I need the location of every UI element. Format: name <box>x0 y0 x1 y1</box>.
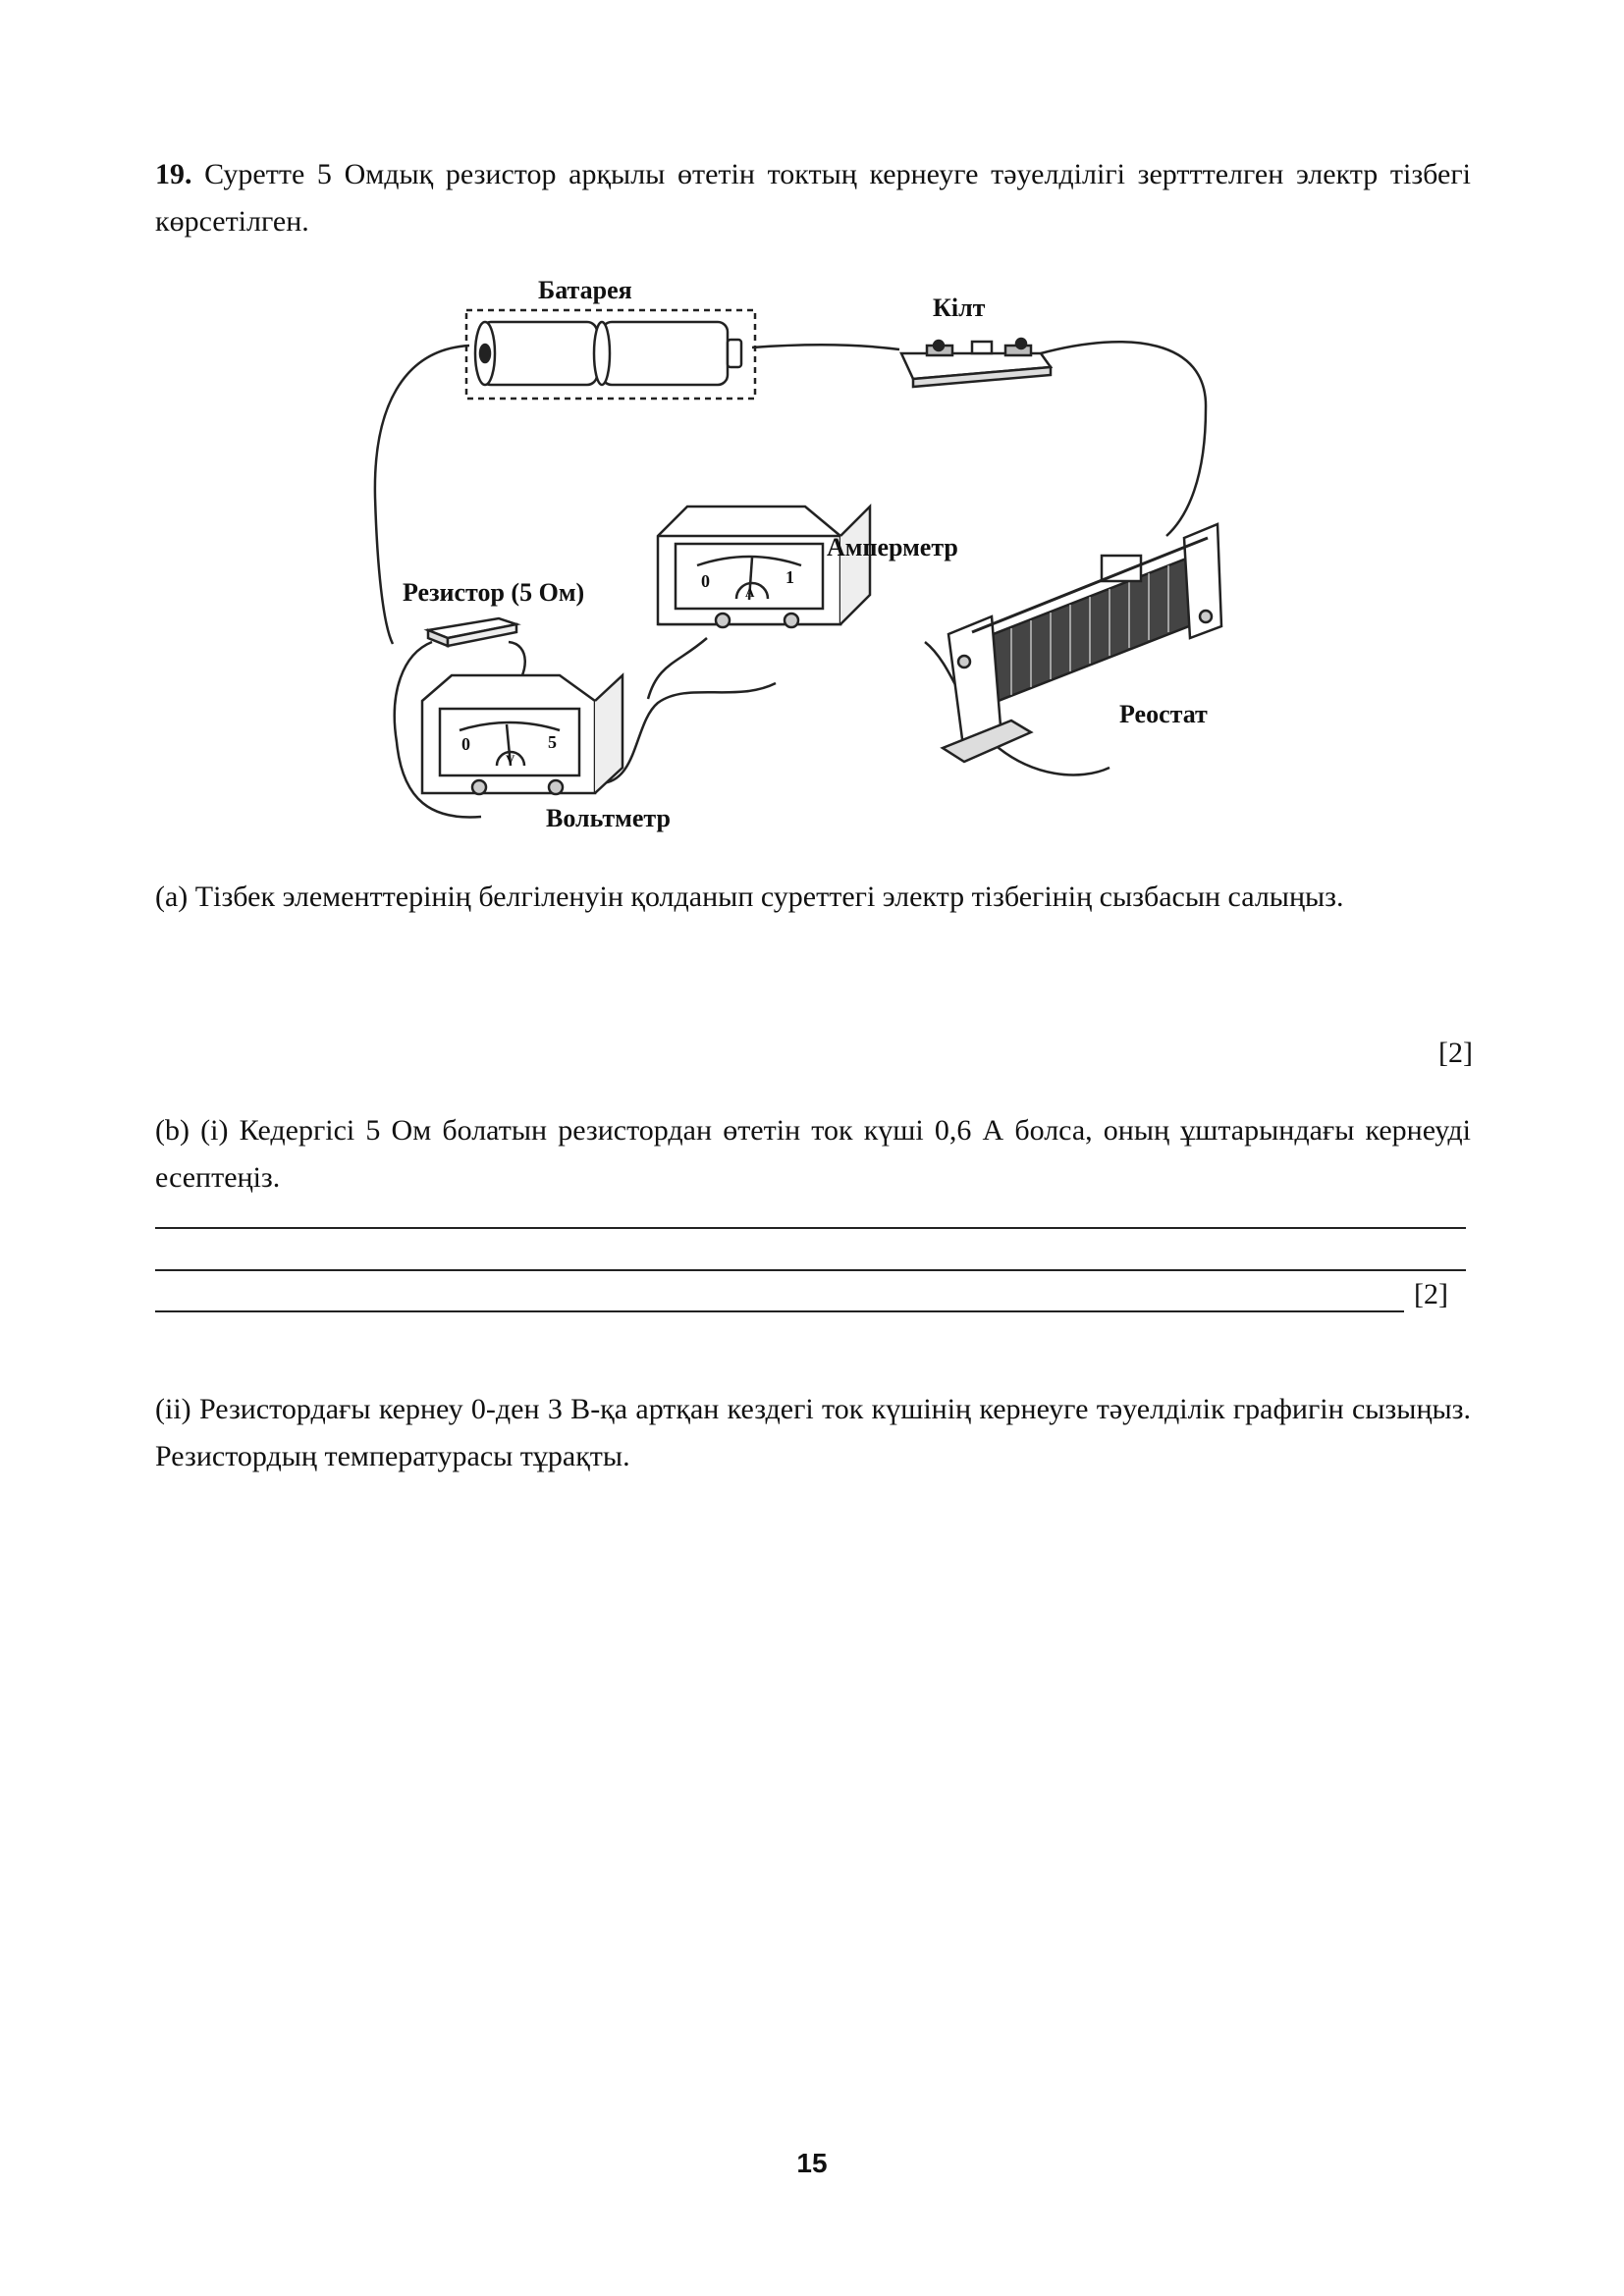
key-label: Кілт <box>933 294 986 322</box>
resistor-label: Резистор (5 Ом) <box>403 578 585 607</box>
battery-label: Батарея <box>538 276 632 304</box>
part-a-text: (a) Тізбек элементтерінің белгіленуін қолданып суреттегі электр тізбегінің сызбасын салыңыз. <box>155 881 1344 913</box>
ammeter-unit: A <box>745 585 755 600</box>
answer-line-2[interactable] <box>155 1269 1466 1271</box>
part-b-i-text: (b) (i) Кедергісі 5 Ом болатын резистордан өтетін ток күші 0,6 А болса, оның ұштарындағы кернеуді есептеңіз. <box>155 1114 1471 1194</box>
voltmeter <box>422 675 623 794</box>
part-b-i-marks: [2] <box>1414 1278 1448 1310</box>
answer-line-1[interactable] <box>155 1227 1466 1229</box>
circuit-figure <box>363 271 1267 850</box>
voltmeter-unit: V <box>506 752 515 767</box>
voltmeter-scale-max: 5 <box>548 732 557 752</box>
page-number: 15 <box>796 2148 828 2178</box>
part-b-ii-text: (ii) Резистордағы кернеу 0-ден 3 В-қа артқан кездегі ток күшінің кернеуге тәуелділік графигін сызыңыз. Резистордың температурасы тұрақты. <box>155 1393 1471 1472</box>
answer-line-3[interactable] <box>155 1310 1404 1312</box>
ammeter-scale-min: 0 <box>701 571 710 591</box>
rheostat-label: Реостат <box>1119 700 1208 728</box>
voltmeter-scale-min: 0 <box>461 734 470 754</box>
ammeter-label: Амперметр <box>827 533 958 561</box>
question-intro-text: Суретте 5 Омдық резистор арқылы өтетін токтың кернеуге тәуелділігі зертттелген электр тізбегі көрсетілген. <box>155 158 1471 238</box>
part-a-marks: [2] <box>1438 1037 1473 1069</box>
key-switch <box>901 339 1051 387</box>
resistor <box>428 618 516 646</box>
voltmeter-label: Вольтметр <box>546 804 671 832</box>
question-number: 19. <box>155 158 192 190</box>
battery <box>466 310 755 399</box>
ammeter <box>658 507 870 627</box>
ammeter-scale-max: 1 <box>785 567 794 587</box>
question-intro <box>155 151 1471 245</box>
